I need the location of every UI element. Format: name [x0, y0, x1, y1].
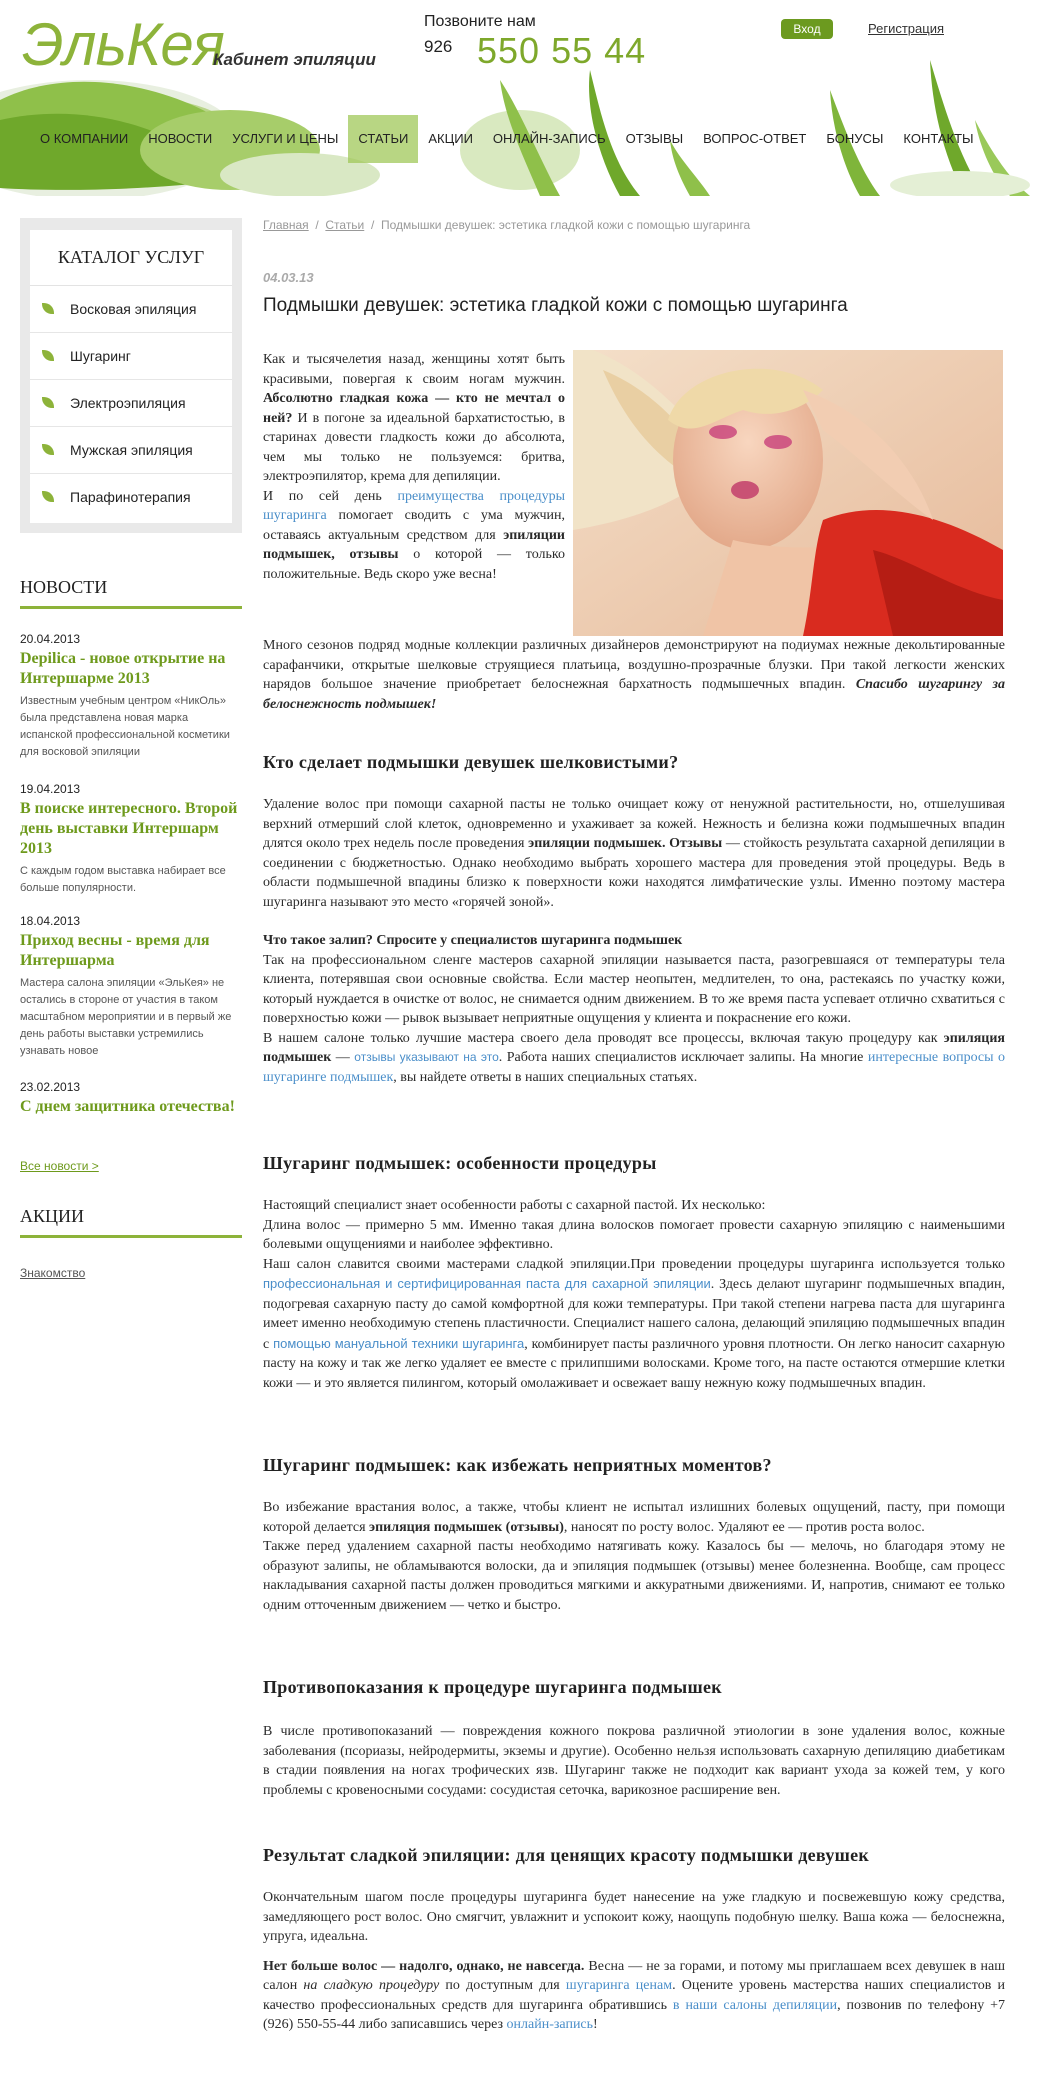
- breadcrumb-separator: /: [315, 218, 319, 232]
- catalog-item-sugaring[interactable]: Шугаринг: [30, 333, 232, 380]
- news-title-link[interactable]: Приход весны - время для Интершарма: [20, 932, 210, 969]
- news-title-link[interactable]: В поиске интересного. Второй день выставки Интершарм 2013: [20, 800, 238, 857]
- phone-number: 550 55 44: [477, 30, 647, 71]
- nav-about[interactable]: О КОМПАНИИ: [40, 131, 129, 146]
- article-intro-continued: [263, 636, 1005, 714]
- news-heading: НОВОСТИ: [20, 577, 242, 609]
- manual-technique-link[interactable]: помощью мануальной техники шугаринга: [273, 1335, 525, 1351]
- catalog-item-paraffin[interactable]: Парафинотерапия: [30, 474, 232, 520]
- promo-heading: АКЦИИ: [20, 1206, 242, 1238]
- section-paragraph: Во избежание врастания волос, а также, чтобы клиент не испытал излишних болевых ощущений, пасту, при помощи которой делается эпиляция подмышек (отзывы), наносят по росту волос. Удаляют ее — против роста волос.: [263, 1500, 1005, 1535]
- site-header: [0, 0, 1061, 196]
- leaf-icon: [42, 303, 54, 314]
- section-body: [263, 1722, 1005, 1800]
- section-paragraph: Так на профессиональном сленге мастеров сахарной эпиляции называется паста, разогревшаяся от температуры тела клиента, потерявшая свои основные свойства. Если мастер неопытен, медлителен, то она, растекаясь по участку кожи, который нуждается в очистке от волос, не снимается одним движением. В то же время паста успевает отлично схватиться с поверхностью кожи — рывок вызывает неприятные ощущения у клиента и покраснение его кожи.: [263, 952, 1005, 1026]
- section-body: [263, 1888, 1005, 2035]
- section-heading: Шугаринг подмышек: как избежать неприятных моментов?: [263, 1455, 772, 1475]
- section-heading: Результат сладкой эпиляции: для ценящих красоту подмышки девушек: [263, 1845, 870, 1865]
- article-intro: [263, 350, 1005, 584]
- section-heading: Кто сделает подмышки девушек шелковистыми?: [263, 752, 679, 772]
- logo-subtitle: Кабинет эпиляции: [213, 50, 376, 69]
- breadcrumb-separator: /: [370, 218, 375, 232]
- section-paragraph: Удаление волос при помощи сахарной пасты не только очищает кожу от ненужной растительности, но, отшелушивая верхний отмерший слой клеток, одновременно и ухаживает за кожей. Нежность и белизна кожи подмышечных впадин длятся около трех недель после проведения эпиляции подмышек. Отзывы — стойкость результата сахарной депиляции в соединении с бюджетностью. Однако необходимо выбрать хорошего мастера для проведения этой процедуры. Ведь в области подмышечной впадины близко к поверхности кожи находятся лимфатические узлы. Именно поэтому мастера шугаринга называют это место «горячей зоной».: [263, 797, 1006, 910]
- news-date: 18.04.2013: [20, 914, 81, 928]
- news-item: [20, 782, 242, 897]
- sugaring-benefits-link[interactable]: преимущества процедуры шугаринга: [263, 488, 565, 523]
- leaf-icon: [42, 350, 54, 361]
- register-link[interactable]: Регистрация: [868, 21, 944, 36]
- section-paragraph: Настоящий специалист знает особенности работы с сахарной пастой. Их несколько:: [263, 1198, 766, 1213]
- catalog-item-wax[interactable]: Восковая эпиляция: [30, 286, 232, 333]
- section-paragraph: Наш салон славится своими мастерами сладкой эпиляции.При проведении процедуры шугаринга используется только профессиональная и сертифицированная паста для сахарной эпиляции. Здесь делают шугаринг подмышечных впадин, подогревая сахарную пасту до самой комфортной для кожи температуры. При такой степени нагрева паста для шугаринга имеет именно необходимую степень пластичности. Специалист нашего салона, делающий эпиляцию подмышечных впадин с помощью мануальной техники шугаринга, комбинирует пасты различного уровня плотности. Он легко наносит сахарную пасту на кожу и так же легко удаляет ее вместе с прилипшими волосками. Кроме того, на пасте остаются отмершие клетки кожи — и это является пилингом, который омолаживает и освежает вашу нежную кожу подмышечных впадин.: [263, 1256, 1006, 1391]
- section-paragraph: Длина волос — примерно 5 мм. Именно такая длина волосков помогает провести сахарную эпиляцию с наименьшими болевыми ощущениями и наиболее эффективно.: [263, 1217, 1005, 1252]
- phone-prefix: 926: [424, 37, 453, 56]
- services-catalog: [20, 218, 242, 533]
- intro-paragraph: И по сей день преимущества процедуры шугаринга помогает сводить с ума мужчин, оставаясь актуальным средством для эпиляции подмышек, отзывы о которой — только положительные. Ведь скоро уже весна!: [263, 488, 565, 582]
- intro-bold: Абсолютно гладкая кожа — кто не мечтал о ней?: [263, 391, 565, 426]
- main-nav: [30, 115, 984, 163]
- news-date: 20.04.2013: [20, 632, 81, 646]
- promo-link-acquaintance[interactable]: Знакомство: [20, 1266, 86, 1280]
- section-paragraph: Также перед удалением сахарной пасты необходимо натягивать кожу. Казалось бы — мелочь, но благодаря этому не образуют залипы, не обламываются волоски, да и эпиляция подмышек (отзывы) менее болезненна. Вообще, сам процесс накладывания сахарной пасты должен проводиться мягкими и аккуратными движениями. И, напротив, снимают ее только одним отточенным движением — четко и быстро.: [263, 1539, 1005, 1613]
- section-paragraph: Нет больше волос — надолго, однако, не навсегда. Весна — не за горами, и потому мы приглашаем всех девушек в наш салон на сладкую процедуру по доступным для шугаринга ценам. Оцените уровень мастерства наших специалистов и качество профессиональных средств для шугаринга обратившись в наши салоны депиляции, позвонив по телефону +7 (926) 550-55-44 либо записавшись через онлайн-запись!: [263, 1958, 1006, 2032]
- nav-faq[interactable]: ВОПРОС-ОТВЕТ: [703, 131, 807, 146]
- news-date: 23.02.2013: [20, 1080, 81, 1094]
- breadcrumb-articles[interactable]: Статьи: [325, 218, 365, 232]
- sugaring-faq-link[interactable]: интересные вопросы о шугаринге подмышек: [263, 1050, 1006, 1085]
- post-date: 04.03.13: [263, 270, 314, 285]
- login-button[interactable]: Вход: [781, 19, 833, 39]
- page-title: Подмышки девушек: эстетика гладкой кожи с помощью шугаринга: [263, 295, 848, 316]
- all-news-link[interactable]: Все новости >: [20, 1159, 99, 1173]
- breadcrumb: [263, 218, 750, 232]
- intro-paragraph: Как и тысячелетия назад, женщины хотят быть красивыми, повергая к своим ногам мужчин. Абсолютно гладкая кожа — кто не мечтал о ней? И в погоне за идеальной бархатистостью, в старинах довести гладкость кожи до абсолюта, чем мы только не пользуемся: бритва, электроэпилятор, крема для депиляции.: [263, 352, 565, 484]
- online-booking-link[interactable]: онлайн-запись: [506, 2017, 594, 2032]
- sugaring-prices-link[interactable]: шугаринга ценам: [565, 1978, 673, 1993]
- nav-online-booking[interactable]: ОНЛАЙН-ЗАПИСЬ: [492, 131, 606, 146]
- nav-reviews[interactable]: ОТЗЫВЫ: [625, 131, 684, 146]
- call-label: Позвоните нам: [424, 13, 536, 30]
- nav-promotions[interactable]: АКЦИИ: [428, 131, 473, 146]
- section-body: [263, 1196, 1005, 1393]
- section-body: [263, 1498, 1005, 1615]
- news-date: 19.04.2013: [20, 782, 81, 796]
- section-heading: Шугаринг подмышек: особенности процедуры: [263, 1153, 657, 1173]
- section-paragraph: В нашем салоне только лучшие мастера своего дела проводят все процессы, включая такую процедуру как эпиляция подмышек — отзывы указывают на это. Работа наших специалистов исключает залипы. На многие интересные вопросы о шугаринге подмышек, вы найдете ответы в наших специальных статьях.: [263, 1030, 1006, 1085]
- news-item: [20, 914, 242, 1060]
- nav-services[interactable]: УСЛУГИ И ЦЕНЫ: [232, 131, 339, 146]
- nav-news[interactable]: НОВОСТИ: [148, 131, 213, 146]
- news-title-link[interactable]: Depilica - новое открытие на Интершарме 2013: [20, 650, 226, 687]
- leaf-icon: [42, 491, 54, 502]
- nav-articles[interactable]: СТАТЬИ: [348, 115, 418, 163]
- section-body: [263, 795, 1005, 1087]
- leaf-icon: [42, 444, 54, 455]
- section-paragraph: В числе противопоказаний — повреждения кожного покрова различной этиологии в зоне удаления волос, кожные заболевания (псориазы, нейродермиты, экземы и другие). Особенно нельзя использовать сахарную депиляцию диабетикам в стадии появления на ногах трофических язв. Шугаринг также не подходит как вариант ухода за кожей тем, у кого проблемы с кровеносными сосудами: сосудистая сеточка, варикозное расширение вен.: [263, 1724, 1005, 1798]
- news-item: [20, 632, 242, 761]
- section-heading: Противопоказания к процедуре шугаринга подмышек: [263, 1677, 722, 1697]
- reviews-link[interactable]: отзывы указывают на это: [354, 1050, 499, 1064]
- catalog-item-electro[interactable]: Электроэпиляция: [30, 380, 232, 427]
- news-text: Известным учебным центром «НикОль» была представлена новая марка испанской профессиональной косметики для восковой эпиляции: [20, 695, 230, 758]
- breadcrumb-current: Подмышки девушек: эстетика гладкой кожи с помощью шугаринга: [380, 218, 751, 232]
- news-text: Мастера салона эпиляции «ЭльКея» не остались в стороне от участия в таком масштабном мероприятии и в первый же день работы выставки устремились узнавать новое: [20, 977, 232, 1057]
- section-paragraph: Окончательным шагом после процедуры шугаринга будет нанесение на уже гладкую и посвежевшую кожу средства, замедляющего рост волос. Оно смягчит, увлажнит и успокоит кожу, наощупь подобную шелку. Ваша кожа — белоснежна, упруга, идеальна.: [263, 1890, 1005, 1944]
- catalog-item-men[interactable]: Мужская эпиляция: [30, 427, 232, 474]
- section-subheading: Что такое залип? Спросите у специалистов шугаринга подмышек: [263, 933, 683, 948]
- news-text: С каждым годом выставка набирает все больше популярности.: [20, 865, 226, 894]
- salons-link[interactable]: в наши салоны депиляции: [672, 1997, 838, 2013]
- nav-contacts[interactable]: КОНТАКТЫ: [903, 131, 974, 146]
- catalog-title: КАТАЛОГ УСЛУГ: [30, 230, 232, 286]
- intro-paragraph: Много сезонов подряд модные коллекции различных дизайнеров демонстрируют на подиумах нежные декольтированные сарафанчики, открытые шелковые струящиеся платьица, воздушно-прозрачные блузки. При такой легкости женских нарядов большое значение приобретает белоснежная бархатность подмышечных впадин. Спасибо шугарингу за белоснежность подмышек!: [263, 638, 1006, 712]
- news-item: [20, 1080, 242, 1117]
- breadcrumb-home[interactable]: Главная: [263, 218, 309, 232]
- nav-bonuses[interactable]: БОНУСЫ: [826, 131, 884, 146]
- site-logo[interactable]: ЭльКея: [22, 11, 224, 78]
- leaf-icon: [42, 397, 54, 408]
- news-title-link[interactable]: С днем защитника отечества!: [20, 1098, 235, 1115]
- certified-paste-link[interactable]: профессиональная и сертифицированная паста для сахарной эпиляции: [263, 1276, 711, 1291]
